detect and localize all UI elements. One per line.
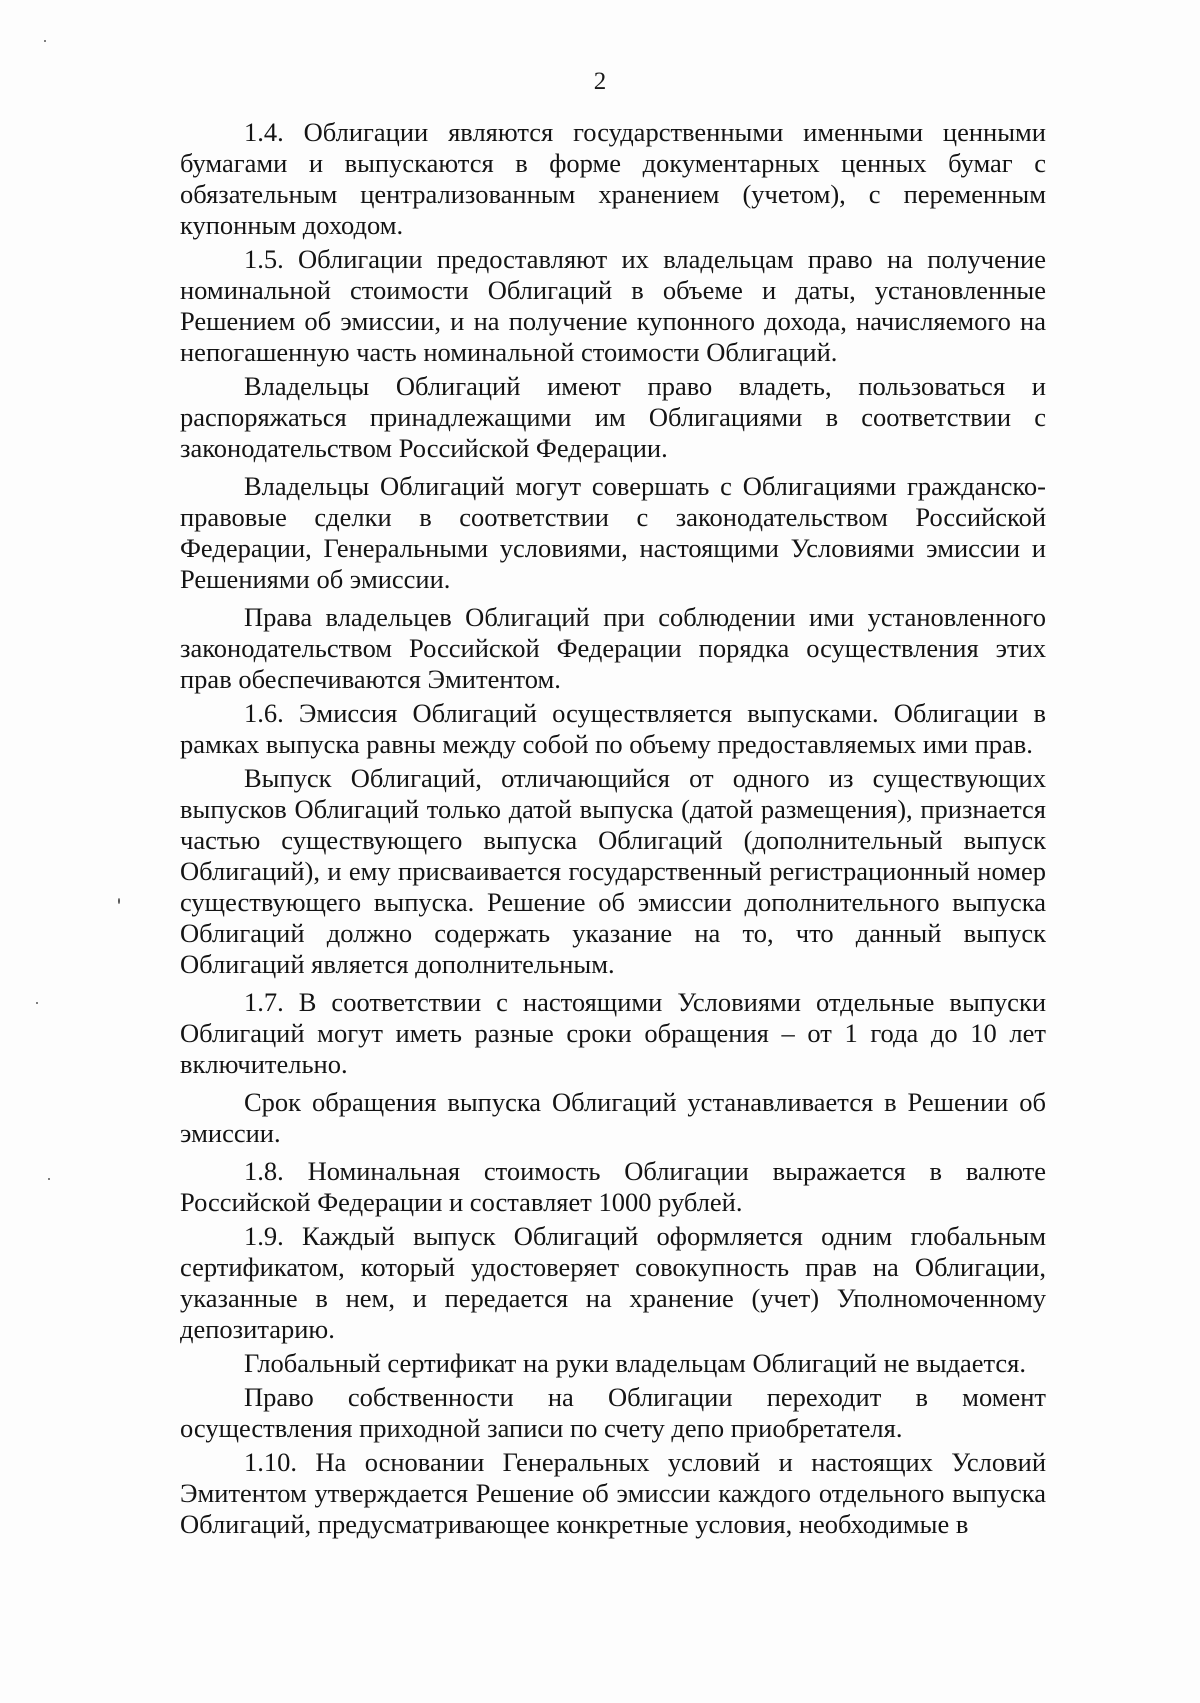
paragraph-owners-transactions: Владельцы Облигаций могут совершать с Облигациями гражданско-правовые сделки в соответствии с законодательством Российской Федерации, Генеральными условиями, настоящими Условиями эмиссии и Решениями об эмиссии.	[180, 471, 1046, 594]
paragraph-circulation-term: Срок обращения выпуска Облигаций устанавливается в Решении об эмиссии.	[180, 1087, 1046, 1148]
scan-speck	[48, 1178, 50, 1180]
paragraph-rights-ensured: Права владельцев Облигаций при соблюдении ими установленного законодательством Российской Федерации порядка осуществления этих прав обеспечиваются Эмитентом.	[180, 602, 1046, 694]
paragraph-additional-issue: Выпуск Облигаций, отличающийся от одного из существующих выпусков Облигаций только датой выпуска (датой размещения), признается частью существующего выпуска Облигаций (дополнительный выпуск Облигаций), и ему присваивается государственный регистрационный номер существующего выпуска. Решение об эмиссии дополнительного выпуска Облигаций должно содержать указание на то, что данный выпуск Облигаций является дополнительным.	[180, 763, 1046, 979]
paragraph-1-9: 1.9. Каждый выпуск Облигаций оформляется одним глобальным сертификатом, который удостоверяет совокупность прав на Облигации, указанные в нем, и передается на хранение (учет) Уполномоченному депозитарию.	[180, 1221, 1046, 1344]
paragraph-ownership-transfer: Право собственности на Облигации переходит в момент осуществления приходной записи по счету депо приобретателя.	[180, 1382, 1046, 1443]
paragraph-1-4: 1.4. Облигации являются государственными именными ценными бумагами и выпускаются в форме документарных ценных бумаг с обязательным централизованным хранением (учетом), с переменным купонным доходом.	[180, 117, 1046, 240]
scan-speck	[36, 1002, 38, 1004]
paragraph-1-8: 1.8. Номинальная стоимость Облигации выражается в валюте Российской Федерации и составляет 1000 рублей.	[180, 1156, 1046, 1217]
page-number: 2	[593, 68, 607, 95]
paragraph-1-10: 1.10. На основании Генеральных условий и настоящих Условий Эмитентом утверждается Решение об эмиссии каждого отдельного выпуска Облигаций, предусматривающее конкретные условия, необходимые в	[180, 1447, 1046, 1539]
document-body	[180, 117, 1046, 1543]
paragraph-owners-rights: Владельцы Облигаций имеют право владеть, пользоваться и распоряжаться принадлежащими им Облигациями в соответствии с законодательством Российской Федерации.	[180, 371, 1046, 463]
paragraph-1-7: 1.7. В соответствии с настоящими Условиями отдельные выпуски Облигаций могут иметь разные сроки обращения – от 1 года до 10 лет включительно.	[180, 987, 1046, 1079]
paragraph-global-certificate: Глобальный сертификат на руки владельцам Облигаций не выдается.	[244, 1348, 1026, 1378]
scan-speck	[118, 898, 120, 904]
scan-speck	[44, 40, 46, 42]
paragraph-1-5: 1.5. Облигации предоставляют их владельцам право на получение номинальной стоимости Облигаций в объеме и даты, установленные Решением об эмиссии, и на получение купонного дохода, начисляемого на непогашенную часть номинальной стоимости Облигаций.	[180, 244, 1046, 367]
paragraph-1-6: 1.6. Эмиссия Облигаций осуществляется выпусками. Облигации в рамках выпуска равны между собой по объему предоставляемых ими прав.	[180, 698, 1046, 759]
